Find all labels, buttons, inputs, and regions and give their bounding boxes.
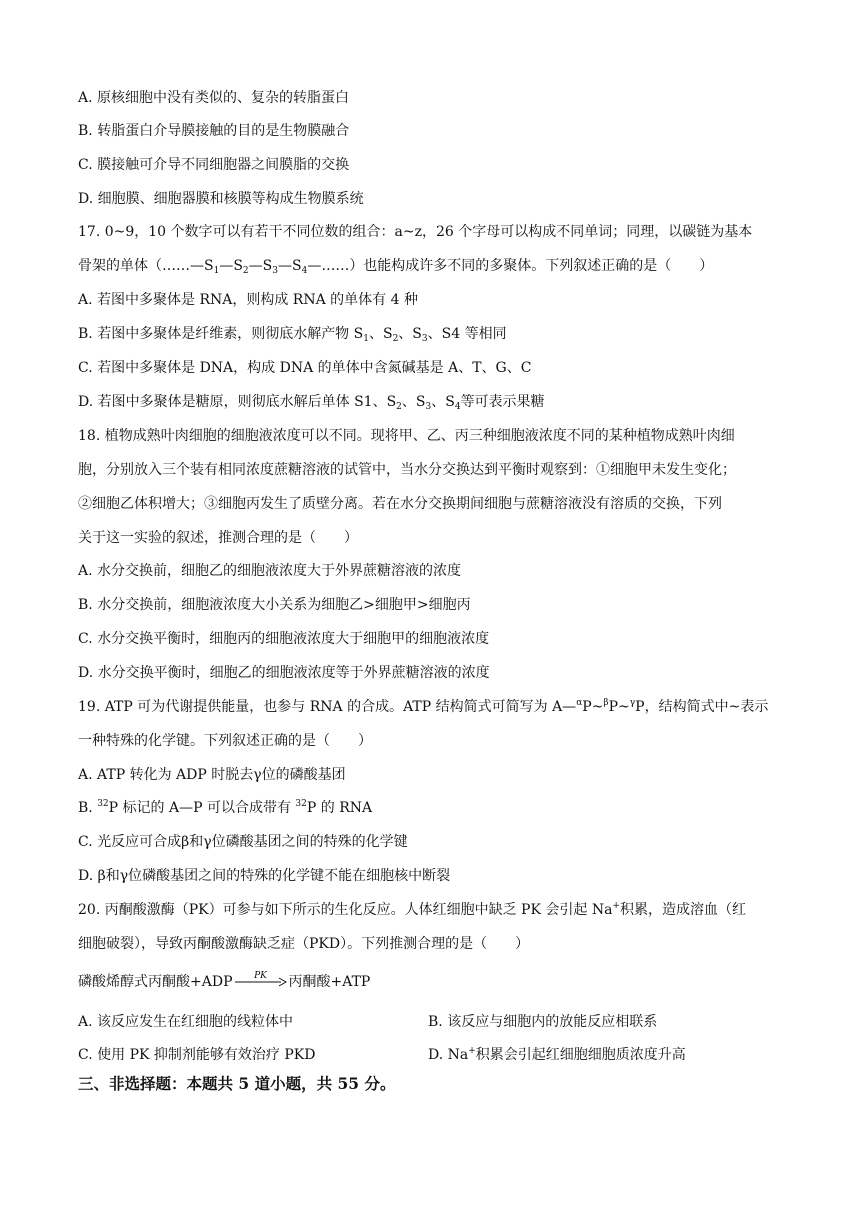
q18-option-a: A. 水分交换前，细胞乙的细胞液浓度大于外界蔗糖溶液的浓度 [78,563,462,579]
prev-option-a: A. 原核细胞中没有类似的、复杂的转脂蛋白 [78,90,350,106]
q20-option-a: A. 该反应发生在红细胞的线粒体中 [78,1014,294,1030]
q17-stem-line2: 骨架的单体$(\dots\dots—S_1—S_2—S_3—S_4—\dots\dots)$也能构成许多不同的多聚体。下列叙述正确的是（ ） [78,258,714,276]
q18-stem-line1: 18. 植物成熟叶肉细胞的细胞液浓度可以不同。现将甲、乙、丙三种细胞液浓度不同的某种植物成熟叶肉细 [78,428,735,444]
q18-option-c: C. 水分交换平衡时，细胞丙的细胞液浓度大于细胞甲的细胞液浓度 [78,631,490,647]
section-3-heading: 三、非选择题：本题共 5 道小题，共 55 分。 [78,1074,396,1093]
q19-option-a: A. ATP 转化为 ADP 时脱去γ位的磷酸基团 [78,767,346,783]
q19-stem-line1: 19. ATP 可为代谢提供能量，也参与 RNA 的合成。ATP 结构简式可简写为 A—$^\alpha$P~$^\beta$P~$^\gamma$P，结构简式中~表示 [78,698,769,715]
q18-stem-line2: 胞，分别放入三个装有相同浓度蔗糖溶液的试管中，当水分交换达到平衡时观察到：①细胞甲未发生变化； [78,462,736,478]
prev-option-d: D. 细胞膜、细胞器膜和核膜等构成生物膜系统 [78,191,364,207]
q20-reaction [78,972,370,992]
q18-stem-line3: ②细胞乙体积增大；③细胞丙发生了质壁分离。若在水分交换期间细胞与蔗糖溶液没有溶质的交换，下列 [78,496,722,512]
prev-option-b: B. 转脂蛋白介导膜接触的目的是生物膜融合 [78,123,350,139]
q17-option-c: C. 若图中多聚体是 DNA，构成 DNA 的单体中含氮碱基是 A、T、G、C [78,360,532,376]
reaction-substrates: 磷酸烯醇式丙酮酸+ADP [78,974,233,990]
q19-option-b: B. $^{32}$P 标记的 A—P 可以合成带有 $^{32}$P 的 RNA [78,799,373,816]
q19-option-d: D. β和γ位磷酸基团之间的特殊的化学键不能在细胞核中断裂 [78,868,451,884]
q20-option-b: B. 该反应与细胞内的放能反应相联系 [428,1014,658,1030]
q20-stem-line1: 20. 丙酮酸激酶（PK）可参与如下所示的生化反应。人体红细胞中缺乏 PK 会引起 Na+积累，造成溶血（红 [78,901,746,918]
reaction-enzyme-label: PK [254,971,267,981]
reaction-arrow [233,972,289,992]
q17-option-b: B. 若图中多聚体是纤维素，则彻底水解产物 $S_1$、$S_2$、$S_3$、S4 等相同 [78,326,507,344]
q20-option-c: C. 使用 PK 抑制剂能够有效治疗 PKD [78,1047,316,1063]
q19-stem-line2: 一种特殊的化学键。下列叙述正确的是（ ） [78,733,372,749]
q17-stem-line1: 17. 0~9，10 个数字可以有若干不同位数的组合：a~z，26 个字母可以构成不同单词；同理，以碳链为基本 [78,224,753,240]
reaction-products: 丙酮酸+ATP [288,974,371,990]
arrow-icon [235,972,287,992]
q19-option-c: C. 光反应可合成β和γ位磷酸基团之间的特殊的化学键 [78,834,408,850]
q17-option-a: A. 若图中多聚体是 RNA，则构成 RNA 的单体有 4 种 [78,292,418,308]
q17-option-d: D. 若图中多聚体是糖原，则彻底水解后单体 S1、$S_2$、$S_3$、$S_4$等可表示果糖 [78,394,545,412]
q20-stem-line2: 细胞破裂），导致丙酮酸激酶缺乏症（PKD）。下列推测合理的是（ ） [78,936,530,952]
q18-stem-line4: 关于这一实验的叙述，推测合理的是（ ） [78,530,358,546]
prev-option-c: C. 膜接触可介导不同细胞器之间膜脂的交换 [78,157,350,173]
q18-option-d: D. 水分交换平衡时，细胞乙的细胞液浓度等于外界蔗糖溶液的浓度 [78,665,490,681]
q18-option-b: B. 水分交换前，细胞液浓度大小关系为细胞乙>细胞甲>细胞丙 [78,597,471,613]
q20-option-d: D. Na+积累会引起红细胞细胞质浓度升高 [428,1046,686,1063]
